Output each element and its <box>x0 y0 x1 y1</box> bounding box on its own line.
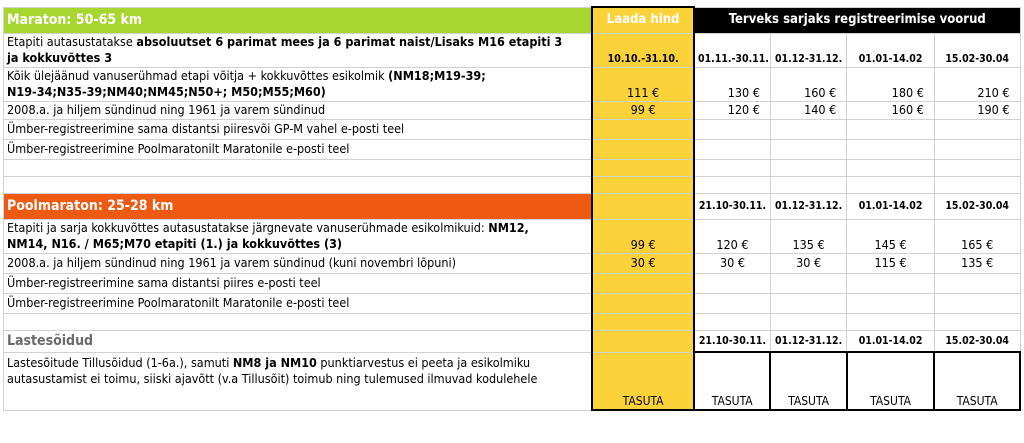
maraton-row-1 <box>4 33 1021 67</box>
maraton-row5-text: Ümber-registreerimine Poolmaratonilt Maratonile e-posti teel <box>4 139 593 159</box>
pool-row2-price-5: 135 € <box>934 253 1020 273</box>
laste-price-3: TASUTA <box>770 352 846 410</box>
laste-row <box>4 352 1021 410</box>
pool-row2-price-2: 30 € <box>694 253 770 273</box>
maraton-row2-price-3: 160 € <box>770 67 846 101</box>
laste-price-4: TASUTA <box>847 352 935 410</box>
laste-price-1: TASUTA <box>592 352 694 410</box>
maraton-date-4: 01.01-14.02 <box>847 33 935 67</box>
laste-title: Lastesõidud <box>4 330 593 352</box>
maraton-row3-price-1: 99 € <box>592 101 694 119</box>
vooru-title: Terveks sarjaks registreerimise voorud <box>694 7 1020 33</box>
maraton-row2-price-1: 111 € <box>592 67 694 101</box>
maraton-row2-price-2: 130 € <box>694 67 770 101</box>
maraton-row2-text: Kõik ülejäänud vanuserühmad etapi võitja + kokkuvõttes esikolmik (NM18;M19-39; N19-34;N35-39;NM40;NM45;N50+; M50;M55;M60) <box>4 67 593 101</box>
maraton-row3-price-4: 160 € <box>847 101 935 119</box>
pool-row-2 <box>4 253 1021 273</box>
pool-date-2: 01.12-31.12. <box>770 193 846 219</box>
pool-row2-text: 2008.a. ja hiljem sündinud ning 1961 ja varem sündinud (kuni novembri lõpuni) <box>4 253 593 273</box>
laste-date-3: 01.01-14.02 <box>847 330 935 352</box>
pool-row1-text: Etapiti ja sarja kokkuvõttes autasustatakse järgnevate vanuserühmade esikolmikuid: NM12, NM14, N16. / M65;M70 etapiti (1.) ja kokkuvõttes (3) <box>4 219 593 253</box>
maraton-date-5: 15.02-30.04 <box>934 33 1020 67</box>
pool-row1-price-2: 120 € <box>694 219 770 253</box>
maraton-row-2 <box>4 67 1021 101</box>
pool-row1-price-4: 145 € <box>847 219 935 253</box>
maraton-row3-price-5: 190 € <box>934 101 1020 119</box>
pool-row2-price-3: 30 € <box>770 253 846 273</box>
laste-price-5: TASUTA <box>934 352 1020 410</box>
pool-row4-text: Ümber-registreerimine Poolmaratonilt Maratonile e-posti teel <box>4 293 593 313</box>
maraton-row3-price-3: 140 € <box>770 101 846 119</box>
maraton-row3-text: 2008.a. ja hiljem sündinud ning 1961 ja varem sündinud <box>4 101 593 119</box>
pool-row2-price-4: 115 € <box>847 253 935 273</box>
pool-row2-price-1: 30 € <box>592 253 694 273</box>
laste-text: Lastesõitude Tillusõidud (1-6a.), samuti NM8 ja NM10 punktiarvestus ei peeta ja esikolmiku autasustamist ei toimu, siiski ajavõtt (v.a Tillusõit) toimub ning tulemused ilmuvad kodulehele <box>4 352 593 410</box>
laada-hind-title: Laada hind <box>592 7 694 33</box>
maraton-row4-text: Ümber-registreerimine sama distantsi piiresvõi GP-M vahel e-posti teel <box>4 119 593 139</box>
poolmaraton-header-row <box>4 193 1021 219</box>
pool-row-1 <box>4 219 1021 253</box>
maraton-header-row <box>4 7 1021 33</box>
pool-row-3 <box>4 273 1021 293</box>
price-table <box>3 6 1021 411</box>
maraton-row-4 <box>4 119 1021 139</box>
laste-date-1: 21.10-30.11. <box>694 330 770 352</box>
maraton-date-1: 10.10.-31.10. <box>592 33 694 67</box>
maraton-row1-text: Etapiti autasustatakse absoluutset 6 parimat mees ja 6 parimat naist/Lisaks M16 etapiti 3 ja kokkuvõttes 3 <box>4 33 593 67</box>
pool-row1-price-5: 165 € <box>934 219 1020 253</box>
maraton-title: Maraton: 50-65 km <box>4 7 593 33</box>
pool-date-4: 15.02-30.04 <box>934 193 1020 219</box>
pool-row1-price-1: 99 € <box>592 219 694 253</box>
laste-price-2: TASUTA <box>694 352 770 410</box>
poolmaraton-title: Poolmaraton: 25-28 km <box>4 193 593 219</box>
laste-date-4: 15.02-30.04 <box>934 330 1020 352</box>
maraton-row3-price-2: 120 € <box>694 101 770 119</box>
pool-date-3: 01.01-14.02 <box>847 193 935 219</box>
maraton-row-5 <box>4 139 1021 159</box>
laste-date-2: 01.12-31.12. <box>770 330 846 352</box>
pool-row1-price-3: 135 € <box>770 219 846 253</box>
pool-row3-text: Ümber-registreerimine sama distantsi piires e-posti teel <box>4 273 593 293</box>
maraton-row-3 <box>4 101 1021 119</box>
laste-header-row <box>4 330 1021 352</box>
maraton-row2-price-5: 210 € <box>934 67 1020 101</box>
maraton-row2-price-4: 180 € <box>847 67 935 101</box>
pool-date-1: 21.10-30.11. <box>694 193 770 219</box>
pool-row-4 <box>4 293 1021 313</box>
maraton-date-3: 01.12-31.12. <box>770 33 846 67</box>
maraton-date-2: 01.11.-30.11. <box>694 33 770 67</box>
